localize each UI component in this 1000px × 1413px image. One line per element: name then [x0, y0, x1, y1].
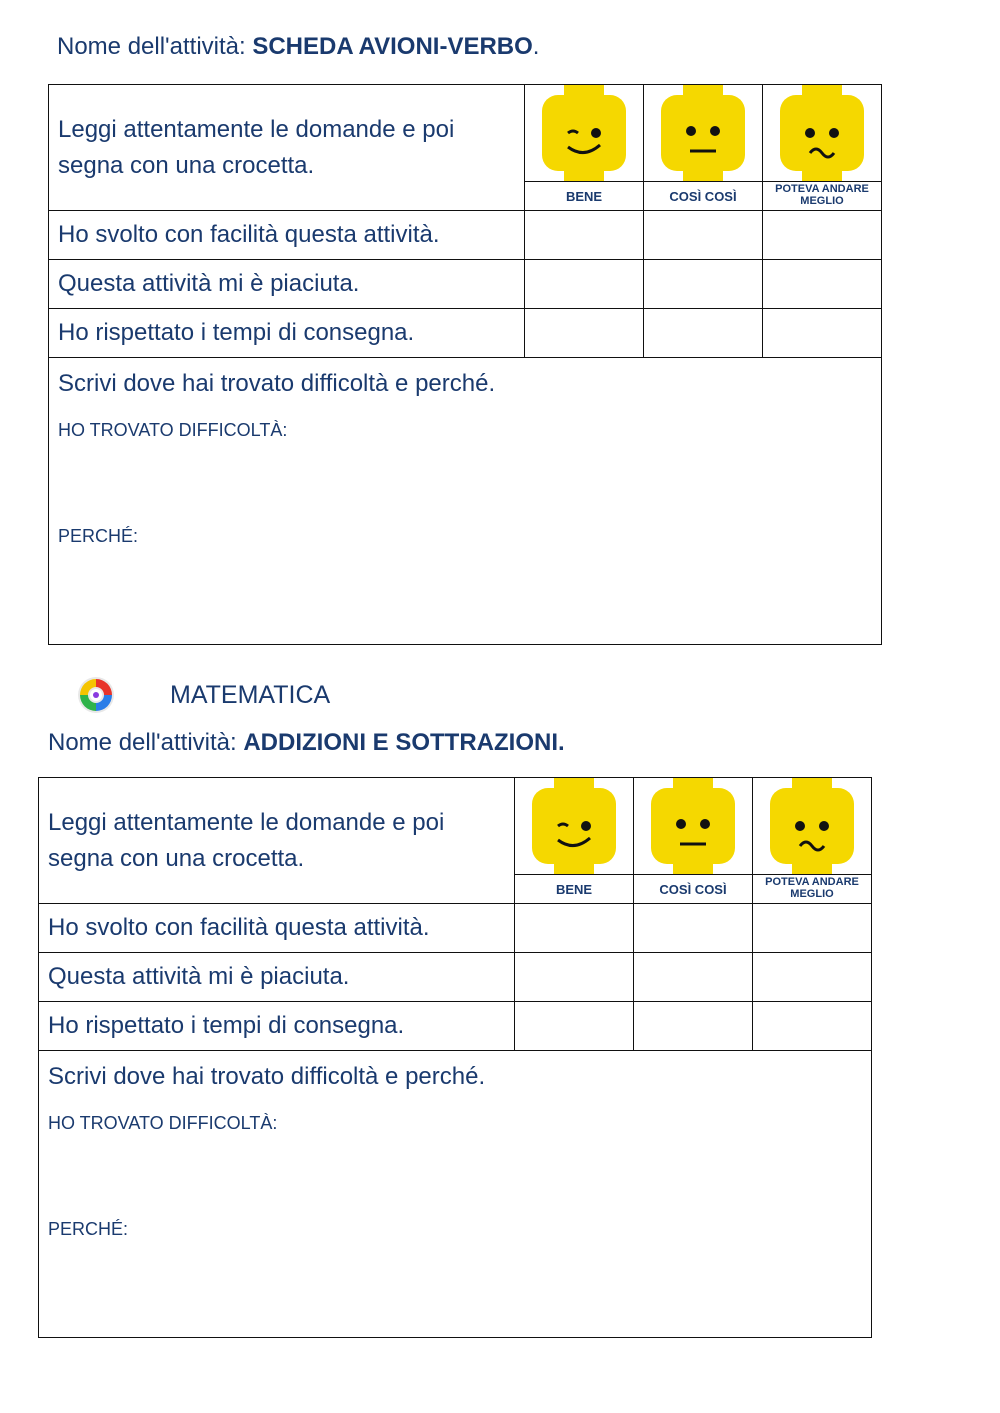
checkbox-neutral[interactable] — [644, 309, 763, 358]
rating-header-bad — [753, 778, 872, 904]
instruction-cell — [49, 85, 525, 211]
question-row: Ho svolto con facilità questa attività. — [49, 211, 525, 260]
why-label: PERCHÉ: — [48, 1219, 129, 1239]
instruction-cell — [39, 778, 515, 904]
checkbox-good[interactable] — [515, 904, 634, 953]
activity-name: SCHEDA AVIONI-VERBO — [252, 33, 533, 60]
checkbox-neutral[interactable] — [634, 904, 753, 953]
checkbox-neutral[interactable] — [644, 260, 763, 309]
open-answer-area[interactable] — [39, 1051, 872, 1338]
question-row: Ho rispettato i tempi di consegna. — [49, 309, 525, 358]
activity-title-2 — [48, 729, 565, 757]
rating-header-bad — [763, 85, 882, 211]
instruction-text: Leggi attentamente le domande e poi segna con una crocetta. — [48, 808, 445, 872]
rating-header-neutral — [644, 85, 763, 211]
rating-label-good: BENE — [525, 181, 643, 210]
checkbox-good[interactable] — [515, 953, 634, 1002]
question-row: Questa attività mi è piaciuta. — [49, 260, 525, 309]
self-evaluation-table-1 — [48, 84, 882, 645]
question-row: Ho svolto con facilità questa attività. — [39, 904, 515, 953]
happy-face-icon — [528, 778, 620, 874]
checkbox-bad[interactable] — [753, 904, 872, 953]
activity-suffix: . — [532, 33, 540, 60]
subject-row — [76, 675, 330, 715]
rating-label-bad: POTEVA ANDARE MEGLIO — [763, 181, 881, 210]
difficulty-label: HO TROVATO DIFFICOLTÀ: — [58, 420, 288, 440]
rating-label-bad: POTEVA ANDARE MEGLIO — [753, 874, 871, 903]
rating-label-good: BENE — [515, 874, 633, 903]
open-prompt: Scrivi dove hai trovato difficoltà e perché. — [48, 1063, 486, 1090]
rainbow-swirl-icon — [76, 675, 116, 715]
checkbox-good[interactable] — [525, 260, 644, 309]
rating-header-neutral — [634, 778, 753, 904]
checkbox-neutral[interactable] — [634, 1002, 753, 1051]
why-label: PERCHÉ: — [58, 526, 139, 546]
neutral-face-icon — [657, 85, 749, 181]
question-row: Questa attività mi è piaciuta. — [39, 953, 515, 1002]
checkbox-bad[interactable] — [753, 1002, 872, 1051]
checkbox-good[interactable] — [525, 211, 644, 260]
rating-label-neutral: COSÌ COSÌ — [644, 181, 762, 210]
subject-name: MATEMATICA — [170, 680, 331, 709]
rating-header-good — [515, 778, 634, 904]
checkbox-bad[interactable] — [763, 309, 882, 358]
checkbox-good[interactable] — [525, 309, 644, 358]
difficulty-label: HO TROVATO DIFFICOLTÀ: — [48, 1113, 278, 1133]
activity-prefix: Nome dell'attività: — [57, 33, 253, 60]
checkbox-bad[interactable] — [763, 211, 882, 260]
happy-face-icon — [538, 85, 630, 181]
activity-name: ADDIZIONI E SOTTRAZIONI. — [243, 729, 565, 756]
open-answer-area[interactable] — [49, 358, 882, 645]
checkbox-bad[interactable] — [763, 260, 882, 309]
checkbox-good[interactable] — [515, 1002, 634, 1051]
question-row: Ho rispettato i tempi di consegna. — [39, 1002, 515, 1051]
instruction-text: Leggi attentamente le domande e poi segna con una crocetta. — [58, 115, 455, 179]
activity-title-1 — [57, 33, 539, 61]
rating-header-good — [525, 85, 644, 211]
rating-label-neutral: COSÌ COSÌ — [634, 874, 752, 903]
open-prompt: Scrivi dove hai trovato difficoltà e perché. — [58, 370, 496, 397]
activity-prefix: Nome dell'attività: — [48, 729, 244, 756]
checkbox-neutral[interactable] — [634, 953, 753, 1002]
worried-face-icon — [766, 778, 858, 874]
worried-face-icon — [776, 85, 868, 181]
neutral-face-icon — [647, 778, 739, 874]
checkbox-neutral[interactable] — [644, 211, 763, 260]
self-evaluation-table-2 — [38, 777, 872, 1338]
checkbox-bad[interactable] — [753, 953, 872, 1002]
